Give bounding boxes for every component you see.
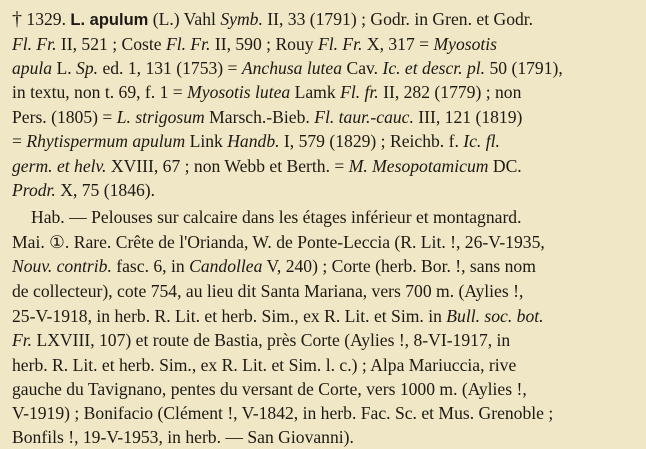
habitat-line-5: 25-V-1918, in herb. R. Lit. et herb. Sim., ex R. Lit. et Sim. in Bull. soc. bot. [12,306,544,326]
entry-line-6: = Rhytispermum apulum Link Handb. I, 579 (1829) ; Reichb. f. Ic. fl. [12,131,500,151]
habitat-line-4: de collecteur), cote 754, au lieu dit Santa Mariana, vers 700 m. (Aylies !, [12,281,524,301]
entry-line-1: † 1329. L. apulum (L.) Vahl Symb. II, 33 (1791) ; Godr. in Gren. et Godr. [12,8,534,30]
habitat-line-8: gauche du Tavignano, pentes du versant de Corte, vers 1000 m. (Aylies !, [12,379,527,399]
entry-line-4: in textu, non t. 69, f. 1 = Myosotis lutea Lamk Fl. fr. II, 282 (1779) ; non [12,82,522,102]
habitat-line-1: Hab. — Pelouses sur calcaire dans les étages inférieur et montagnard. [31,207,522,227]
dagger-mark: † [12,8,22,30]
entry-line-8: Prodr. X, 75 (1846). [12,180,156,200]
ref-title: Symb. [220,9,263,29]
habitat-line-10: Bonfils !, 19-V-1953, in herb. — San Giovanni). [12,427,354,447]
habitat-line-7: herb. R. Lit. et herb. Sim., ex R. Lit. et Sim. l. c.) ; Alpa Mariuccia, rive [12,355,517,375]
entry-line-7: germ. et helv. XVIII, 67 ; non Webb et Berth. = M. Mesopotamicum DC. [12,156,522,176]
entry-line-2: Fl. Fr. II, 521 ; Coste Fl. Fr. II, 590 ; Rouy Fl. Fr. X, 317 = Myosotis [12,34,498,54]
habitat-line-6: Fr. LXVIII, 107) et route de Bastia, près Corte (Aylies !, 8-VI-1917, in [12,330,511,350]
entry-line-5: Pers. (1805) = L. strigosum Marsch.-Bieb. Fl. taur.-cauc. III, 121 (1819) [12,107,523,127]
species-name: L. apulum [70,11,149,29]
habitat-line-2: Mai. ①. Rare. Crête de l'Orianda, W. de Ponte-Leccia (R. Lit. !, 26-V-1935, [12,232,545,252]
entry-line-3: apula L. Sp. ed. 1, 131 (1753) = Anchusa lutea Cav. Ic. et descr. pl. 50 (1791), [12,58,563,78]
entry-number: 1329. [26,9,66,29]
habitat-line-3: Nouv. contrib. fasc. 6, in Candollea V, 240) ; Corte (herb. Bor. !, sans nom [12,256,536,276]
habitat-line-9: V-1919) ; Bonifacio (Clément !, V-1842, in herb. Fac. Sc. et Mus. Grenoble ; [12,403,554,423]
species-author: (L.) Vahl [152,9,216,29]
